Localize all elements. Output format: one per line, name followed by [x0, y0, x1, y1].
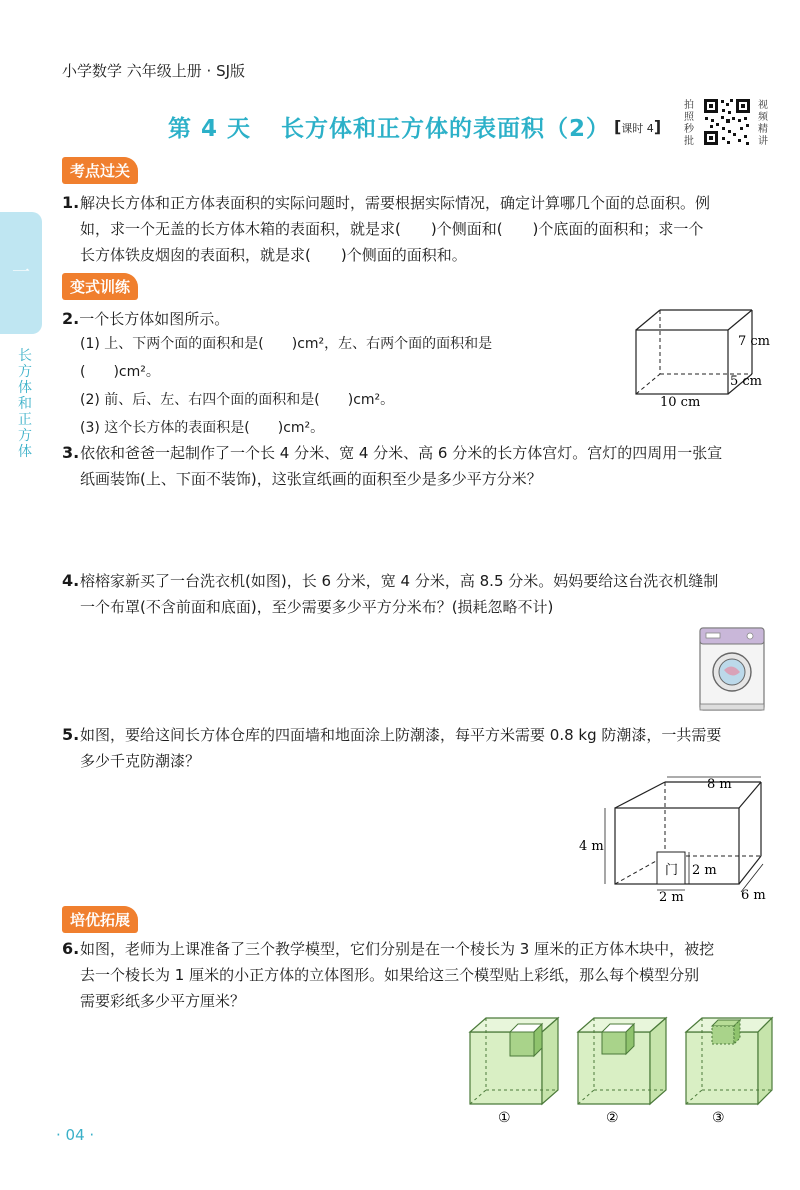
- q2-intro: 一个长方体如图所示。: [79, 310, 230, 328]
- page-number: · 04 ·: [56, 1126, 95, 1144]
- q2-height-label: 7 cm: [738, 334, 771, 349]
- q4-line: 榕榕家新买了一台洗衣机(如图)，长 6 分米，宽 4 分米，高 8.5 分米。妈妈要给这台洗衣机缝制: [80, 572, 719, 590]
- side-tab-number: 一: [12, 262, 30, 283]
- section-tag-bianshi: 变式训练: [62, 273, 138, 300]
- question-2: [62, 306, 622, 332]
- q1-line: 如，求一个无盖的长方体木箱的表面积，就是求( )个侧面和( )个底面的面积和；求一个: [80, 220, 704, 238]
- q6-line: 需要彩纸多少平方厘米？: [80, 992, 246, 1010]
- q2-item: (1) 上、下两个面的面积和是( )cm²，左、右两个面的面积和是: [80, 336, 493, 352]
- book-header: 小学数学 六年级上册 · SJ版: [62, 62, 246, 80]
- cube-label-3: ③: [712, 1110, 725, 1126]
- q6-line: 如图，老师为上课准备了三个教学模型，它们分别是在一个棱长为 3 厘米的正方体木块中，被挖: [80, 940, 715, 958]
- question-6: [62, 936, 782, 1014]
- cube-models-figure: [466, 1014, 776, 1126]
- q5-height-label: 4 m: [579, 839, 604, 854]
- q5-length-label: 8 m: [707, 777, 732, 792]
- q4-number: 4.: [62, 571, 80, 590]
- q1-line: 解决长方体和正方体表面积的实际问题时，需要根据实际情况，确定计算哪几个面的总面积。例: [80, 194, 711, 212]
- question-4: [62, 568, 782, 620]
- q1-line: 长方体铁皮烟囱的表面积，就是求( )个侧面的面积和。: [80, 246, 467, 264]
- q4-line: 一个布罩(不含前面和底面)，至少需要多少平方分米布？(损耗忽略不计): [80, 598, 554, 616]
- question-5: [62, 722, 782, 774]
- cube-label-2: ②: [606, 1110, 619, 1126]
- q5-number: 5.: [62, 725, 80, 744]
- q2-item: ( )cm²。: [80, 364, 160, 380]
- q2-item: (3) 这个长方体的表面积是( )cm²。: [80, 420, 325, 436]
- q5-door-height-label: 2 m: [692, 863, 717, 878]
- cube-label-1: ①: [498, 1110, 511, 1126]
- q6-number: 6.: [62, 939, 80, 958]
- q6-line: 去一个棱长为 1 厘米的小正方体的立体图形。如果给这三个模型贴上彩纸，那么每个模型分别: [80, 966, 700, 984]
- q1-number: 1.: [62, 193, 80, 212]
- q3-number: 3.: [62, 443, 80, 462]
- q2-number: 2.: [62, 309, 80, 328]
- lesson-tag-text: 课时 4: [621, 122, 654, 135]
- section-tag-kaodian: 考点过关: [62, 157, 138, 184]
- cube-model-3: [686, 1018, 772, 1104]
- q3-line: 依依和爸爸一起制作了一个长 4 分米、宽 4 分米、高 6 分米的长方体宫灯。宫灯的四周用一张宣: [80, 444, 723, 462]
- title-topic: 长方体和正方体的表面积（2）: [281, 116, 611, 142]
- lesson-tag: [课时 4]: [614, 117, 662, 136]
- page-title: [168, 110, 610, 143]
- q2-length-label: 10 cm: [660, 395, 701, 410]
- q2-items: [80, 330, 640, 442]
- cube-model-1: [470, 1018, 558, 1104]
- door-label: 门: [665, 863, 679, 878]
- title-day: 第 4 天: [168, 116, 252, 142]
- q5-line: 如图，要给这间长方体仓库的四面墙和地面涂上防潮漆，每平方米需要 0.8 kg 防潮漆，一共需要: [80, 726, 722, 744]
- q2-width-label: 5 cm: [730, 374, 763, 389]
- qr-right-text: 视频精讲: [758, 100, 768, 147]
- question-3: [62, 440, 782, 492]
- question-1: [62, 190, 782, 268]
- qr-code-icon[interactable]: [702, 97, 752, 147]
- cube-model-2: [578, 1018, 666, 1104]
- q5-line: 多少千克防潮漆？: [80, 752, 201, 770]
- qr-left-text: 拍照秒批: [684, 100, 694, 147]
- q3-line: 纸画装饰(上、下面不装饰)，这张宣纸画的面积至少是多少平方分米？: [80, 470, 542, 488]
- q5-door-width-label: 2 m: [659, 890, 684, 905]
- section-tag-peiyou: 培优拓展: [62, 906, 138, 933]
- q2-cuboid-figure: [622, 300, 782, 415]
- side-chapter-label: 长方体和正方体: [18, 348, 32, 460]
- q2-item: (2) 前、后、左、右四个面的面积和是( )cm²。: [80, 392, 395, 408]
- washing-machine-icon: [696, 622, 770, 712]
- warehouse-figure: [575, 770, 775, 905]
- q5-width-label: 6 m: [741, 888, 766, 903]
